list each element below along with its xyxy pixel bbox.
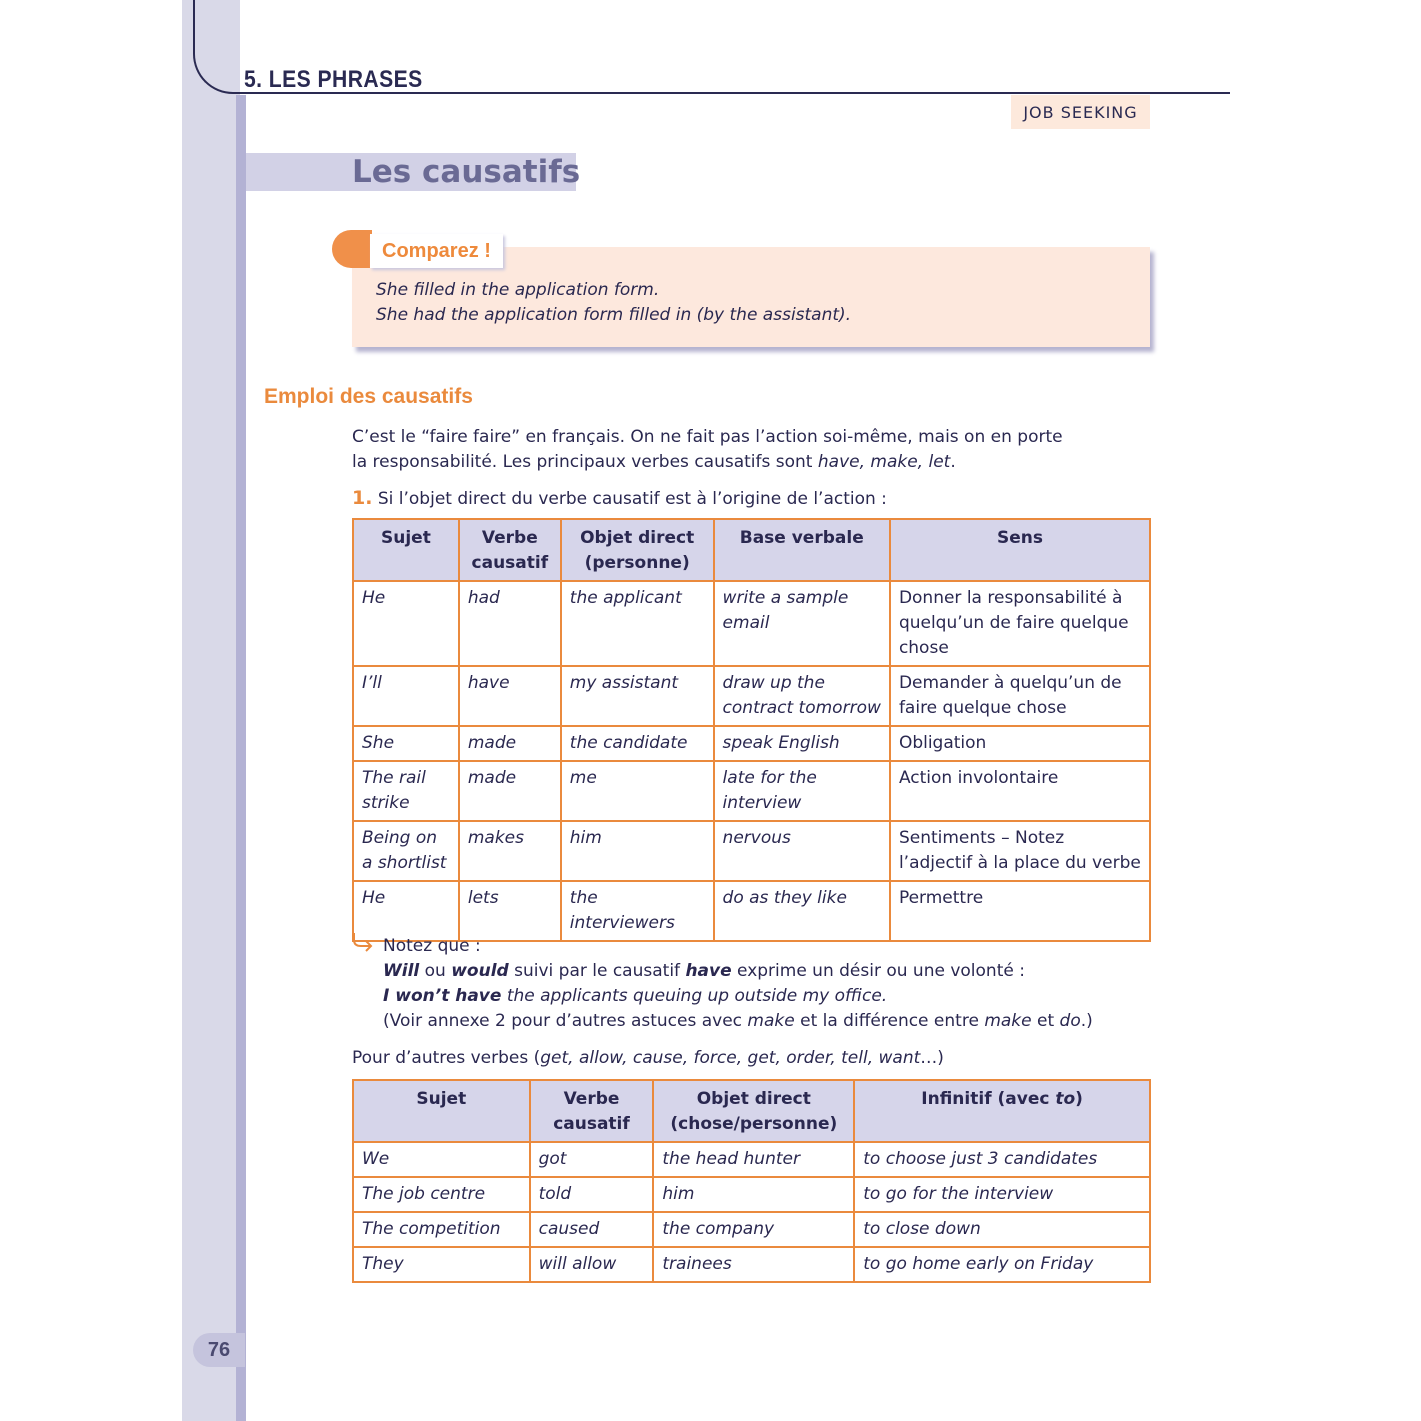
table1-cell: have <box>459 666 561 726</box>
table2-cell: to go home early on Friday <box>854 1247 1150 1282</box>
note-title: Notez que : <box>383 936 481 956</box>
note-arrow-icon <box>350 930 374 954</box>
point-number: 1. <box>352 487 373 509</box>
table1-cell: She <box>353 726 459 761</box>
table1-cell: Action involontaire <box>890 761 1150 821</box>
causatives-table-1 <box>352 518 1151 942</box>
table1-cell: made <box>459 726 561 761</box>
table2-cell: the company <box>653 1212 854 1247</box>
table2-cell: him <box>653 1177 854 1212</box>
table2-header-cell: Objet direct (chose/personne) <box>653 1080 854 1142</box>
left-margin-band <box>182 0 240 1421</box>
table1-cell: lets <box>459 881 561 941</box>
table1-cell: do as they like <box>714 881 890 941</box>
causatives-table-2 <box>352 1079 1151 1283</box>
table2-cell: will allow <box>530 1247 654 1282</box>
note-line-will-would: Will ou would suivi par le causatif have exprime un désir ou une volonté : <box>383 961 1025 981</box>
table1-cell: the candidate <box>561 726 714 761</box>
point-1: 1. Si l’objet direct du verbe causatif est à l’origine de l’action : <box>352 487 887 509</box>
table1-header-cell: Base verbale <box>714 519 890 581</box>
table1-cell: draw up the contract tomorrow <box>714 666 890 726</box>
topic-badge: JOB SEEKING <box>1011 95 1150 129</box>
table1-row <box>353 821 1150 881</box>
table1-row <box>353 881 1150 941</box>
table1-cell: Sentiments – Notez l’adjectif à la place du verbe <box>890 821 1150 881</box>
table1-cell: I’ll <box>353 666 459 726</box>
table2-cell: trainees <box>653 1247 854 1282</box>
table1-cell: Obligation <box>890 726 1150 761</box>
table2-header-cell: Sujet <box>353 1080 530 1142</box>
table1-cell: late for the interview <box>714 761 890 821</box>
comparez-example-2: She had the application form filled in (by the assistant). <box>376 305 852 325</box>
table1-cell: write a sample email <box>714 581 890 666</box>
table2-cell: The competition <box>353 1212 530 1247</box>
chapter-title: 5. LES PHRASES <box>244 66 423 93</box>
note-example: I won’t have the applicants queuing up outside my office. <box>383 986 888 1006</box>
table1-cell: Permettre <box>890 881 1150 941</box>
table1-cell: nervous <box>714 821 890 881</box>
table1-cell: me <box>561 761 714 821</box>
table1-cell: him <box>561 821 714 881</box>
table1-header-cell: Verbe causatif <box>459 519 561 581</box>
table2-header-cell: Verbe causatif <box>530 1080 654 1142</box>
note-annex-reference: (Voir annexe 2 pour d’autres astuces avec make et la différence entre make et do.) <box>383 1011 1093 1031</box>
table1-header-cell: Sens <box>890 519 1150 581</box>
emploi-heading: Emploi des causatifs <box>264 385 473 408</box>
table2-row <box>353 1142 1150 1177</box>
table1-cell: makes <box>459 821 561 881</box>
table2-cell: got <box>530 1142 654 1177</box>
table1-cell: the applicant <box>561 581 714 666</box>
table2-header-cell: Infinitif (avec to) <box>854 1080 1150 1142</box>
table1-cell: Being on a shortlist <box>353 821 459 881</box>
table2-cell: caused <box>530 1212 654 1247</box>
table1-cell: The rail strike <box>353 761 459 821</box>
table1-cell: He <box>353 581 459 666</box>
table2-cell: to go for the interview <box>854 1177 1150 1212</box>
table2-cell: to choose just 3 candidates <box>854 1142 1150 1177</box>
table1-row <box>353 581 1150 666</box>
table2-cell: to close down <box>854 1212 1150 1247</box>
table1-cell: the interviewers <box>561 881 714 941</box>
table1-cell: He <box>353 881 459 941</box>
table1-cell: Donner la responsabilité à quelqu’un de faire quelque chose <box>890 581 1150 666</box>
table2-cell: They <box>353 1247 530 1282</box>
intro-line-2: la responsabilité. Les principaux verbes causatifs sont have, make, let. <box>352 452 956 472</box>
table2-cell: told <box>530 1177 654 1212</box>
comparez-example-1: She filled in the application form. <box>376 280 660 300</box>
table2-row <box>353 1247 1150 1282</box>
table1-row <box>353 726 1150 761</box>
table1-cell: speak English <box>714 726 890 761</box>
table2-row <box>353 1177 1150 1212</box>
intro-line-1: C’est le “faire faire” en français. On ne fait pas l’action soi-même, mais on en porte <box>352 427 1063 447</box>
left-edge-strip <box>236 95 246 1421</box>
table2-cell: We <box>353 1142 530 1177</box>
table2-cell: The job centre <box>353 1177 530 1212</box>
other-verbs-line: Pour d’autres verbes (get, allow, cause, force, get, order, tell, want…) <box>352 1048 944 1068</box>
table1-cell: my assistant <box>561 666 714 726</box>
comparez-label: Comparez ! <box>370 234 503 268</box>
comparez-tab-marker <box>332 230 372 268</box>
table2-row <box>353 1212 1150 1247</box>
table1-cell: made <box>459 761 561 821</box>
table1-row <box>353 761 1150 821</box>
section-title: Les causatifs <box>352 154 581 190</box>
table1-row <box>353 666 1150 726</box>
page-number: 76 <box>193 1333 245 1367</box>
table1-header-cell: Sujet <box>353 519 459 581</box>
table1-cell: Demander à quelqu’un de faire quelque chose <box>890 666 1150 726</box>
table2-cell: the head hunter <box>653 1142 854 1177</box>
table1-cell: had <box>459 581 561 666</box>
table1-header-cell: Objet direct (personne) <box>561 519 714 581</box>
